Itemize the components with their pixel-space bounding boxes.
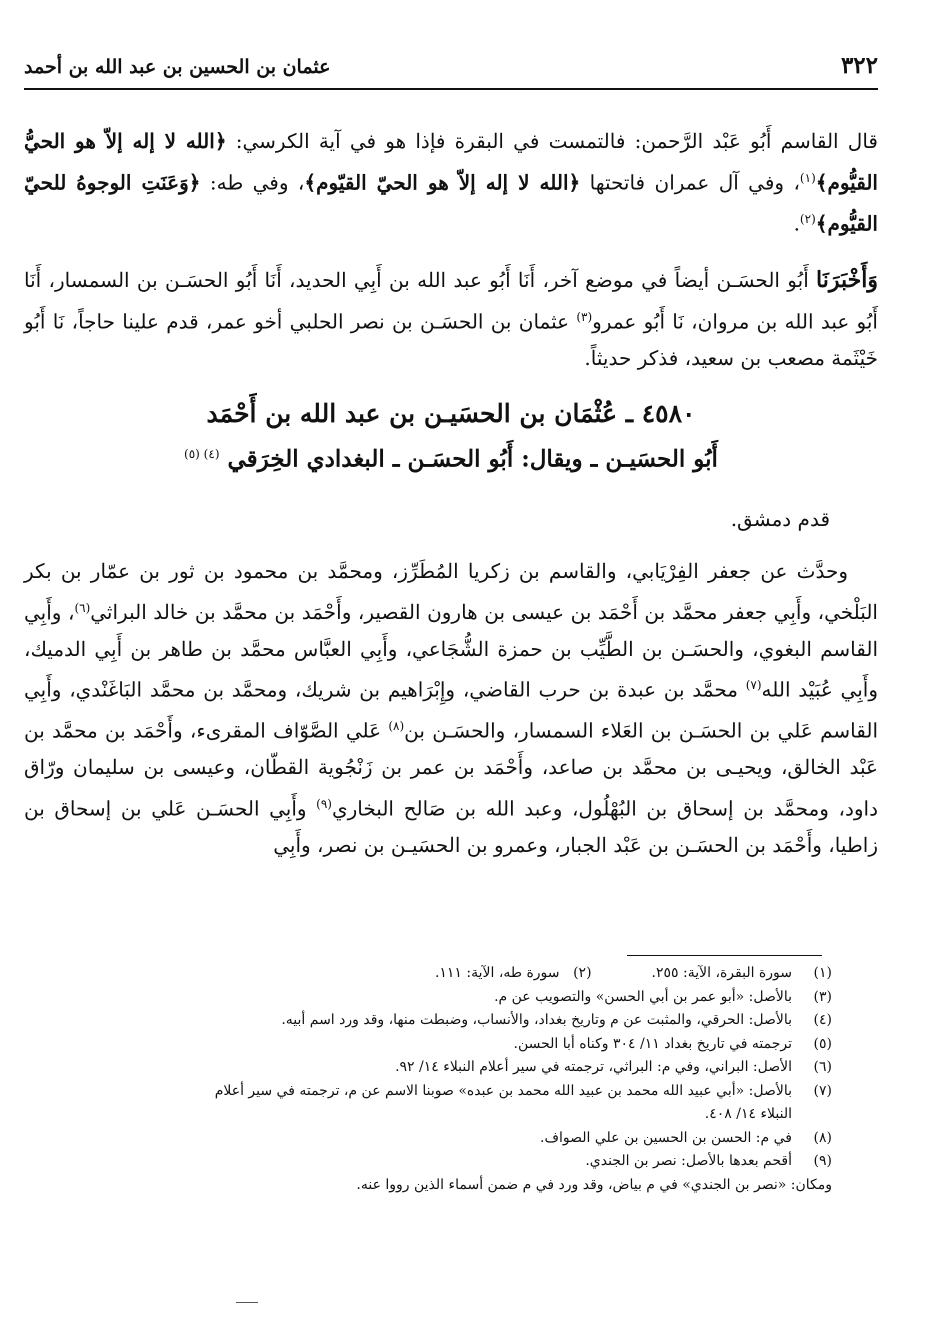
footnote-9-continuation: ومكان: «نصر بن الجندي» في م بياض، وقد ورد في م ضمن أسماء الذين رووا عنه. <box>356 1176 832 1193</box>
para3-text: قدم دمشق. <box>730 507 830 531</box>
footnote-ref-6[interactable]: (٦) <box>74 600 91 615</box>
para1-text3: ، وفي طه: <box>200 170 305 195</box>
para4-text3: محمَّد بن عبدة بن حرب القاضي، وإِبْرَاهيم بن شريك، ومحمَّد بن محمَّد البَاغَنْدي، وأَبِي القاسم عَلي بن الحسَـن بن العَلاء السمسار، والحسَـن بن <box>24 677 878 743</box>
footnote-2 <box>435 962 592 986</box>
footnote-ref-4-5[interactable]: (٤) (٥) <box>184 447 220 461</box>
header-title: عثمان بن الحسين بن عبد الله بن أحمد <box>24 56 331 78</box>
footnote-ref-1[interactable]: (١) <box>799 170 816 185</box>
para4-text4: عَلي الصَّوّاف المقرىء، وأَحْمَد بن محمَّد بن عَبْد الخالق، ويحيـى بن محمَّد بن صاعد، وأَحْمَد بن عمر بن زَنْجُوية القطّان، وعيسى بن سليمان ورّاق داود، ومحمَّد بن إسحاق بن البُهْلُول، وعبد الله بن صَالح البخاري <box>24 718 878 821</box>
footnote-ref-7[interactable]: (٧) <box>745 678 762 693</box>
footnote-text: بالأصل: «أبو عمر بن أبي الحسن» والتصويب عن م. <box>494 988 792 1005</box>
footnote-3 <box>24 986 832 1010</box>
footnote-text: أقحم بعدها بالأصل: نصر بن الجندي. <box>585 1153 792 1169</box>
running-header <box>24 52 878 90</box>
footnote-text: بالأصل: الحرقي، والمثبت عن م وتاريخ بغداد، والأنساب، وضبطت منها، وقد ورد اسم أبيه. <box>281 1012 792 1028</box>
paragraph-isnad <box>24 262 878 376</box>
footnote-6 <box>24 1056 832 1080</box>
footnote-ref-2[interactable]: (٢) <box>799 211 816 226</box>
footnote-ref-3[interactable]: (٣) <box>576 309 593 324</box>
para4-text5: وأَبِي الحسَـن عَلي بن إسحاق بن زاطيا، وأَحْمَد بن الحسَـن بن عَبْد الجبار، وعمرو بن الحسَيـن بن نصر، وأَبِي <box>24 796 878 858</box>
para4-text1: وحدَّث عن جعفر الفِرْيَابي، والقاسم بن زكريا المُطَرِّز، ومحمَّد بن محمود بن ثور بن عمّار بن بكر البَلْخي، وأَبِي جعفر محمَّد بن أَحْمَد بن عيسى بن هارون القصير، وأَحْمَد بن محمَّد بن خالد البراثي <box>24 559 878 625</box>
footnote-9 <box>24 1150 832 1174</box>
paragraph-arrival <box>24 501 878 538</box>
page-bottom-mark <box>236 1302 258 1303</box>
para1-text4: . <box>793 211 800 236</box>
footnote-number: (٧) <box>813 1082 832 1099</box>
quran-quote-2: ﴿الله لا إله إلاّ هو الحيّ القيّوم﴾ <box>304 170 581 195</box>
footnote-ref-9[interactable]: (٩) <box>316 796 332 811</box>
footnote-text: سورة طه، الآية: ١١١. <box>434 965 560 981</box>
footnote-7 <box>24 1080 832 1127</box>
biography-kunya: أَبُو الحسَيـن ـ ويقال: أَبُو الحسَـن ـ البغدادي الخِرَقي <box>227 445 718 473</box>
footnote-ref-8[interactable]: (٨) <box>388 719 405 734</box>
para2-text1: أَبُو الحسَـن أيضاً في موضع آخر، أَنَا أَبُو عبد الله بن أَبِي الحديد، أَنَا أَبُو الحسَـن بن السمسار، أَنَا أَبُو عبد الله بن مروان، نَا أَبُو عمرو <box>24 268 878 334</box>
footnote-text-continued: النبلاء ١٤/ ٤٠٨. <box>704 1106 792 1122</box>
footnote-1 <box>652 962 832 986</box>
para2-text2: عثمان بن الحسَـن بن نصر الحلبي أخو عمر، قدم علينا حاجاً، نَا أَبُو خَيْثَمة مصعب بن سعيد، فذكر حديثاً. <box>24 309 878 370</box>
footnote-number: (٨) <box>813 1129 832 1146</box>
footnote-text: في م: الحسن بن الحسين بن علي الصواف. <box>540 1129 792 1146</box>
biography-heading-line2 <box>24 435 878 479</box>
footnote-number: (٣) <box>813 988 832 1005</box>
para1-text2: ، وفي آل عمران فاتحتها <box>580 170 800 195</box>
page-number: ٣٢٢ <box>840 52 878 79</box>
footnote-number: (٤) <box>813 1012 832 1028</box>
footnote-text: ترجمته في تاريخ بغداد ١١/ ٣٠٤ وكناه أبا الحسن. <box>513 1035 792 1052</box>
footnote-4 <box>24 1009 832 1033</box>
quran-quote-3: ﴿وَعَنَتِ الوجوهُ للحيّ القيُّوم﴾ <box>24 170 878 236</box>
paragraph-quran-citation <box>24 123 878 242</box>
footnote-row-1-2 <box>24 962 832 986</box>
footnote-5 <box>24 1033 832 1057</box>
footnote-number: (٢) <box>573 965 592 981</box>
para2-lead-word: وَأَخْبَرَنَا <box>816 267 878 293</box>
biography-heading-line1: ٤٥٨٠ ـ عُثْمَان بن الحسَيـن بن عبد الله بن أَحْمَد <box>206 399 696 428</box>
para1-text1: قال القاسم أَبُو عَبْد الرَّحمن: فالتمست في البقرة فإذا هو في آية الكرسي: <box>226 129 878 153</box>
footnote-number: (٦) <box>813 1059 832 1075</box>
biography-heading <box>24 393 878 479</box>
footnote-number: (١) <box>813 965 832 981</box>
footnote-text: بالأصل: «أبي عبيد الله محمد بن عبيد الله محمد بن عبده» صوبنا الاسم عن م، ترجمته في سير أعلام <box>214 1082 792 1099</box>
footnote-number: (٩) <box>813 1153 832 1169</box>
quran-quote-1: ﴿الله لا إله إلاّ هو الحيُّ القيُّوم﴾ <box>24 129 878 195</box>
footnote-8 <box>24 1127 832 1151</box>
footnote-text: الأصل: البراني، وفي م: البراثي، ترجمته في سير أعلام النبلاء ١٤/ ٩٢. <box>395 1059 792 1075</box>
para4-text2: ، وأَبِي القاسم البغوي، والحسَـن بن الطَّيِّب بن حمزة الشُّجَاعي، وأَبِي العبَّاس محمَّد بن طاهر بن أَبِي الدميك، وأَبِي عُبَيْد الله <box>24 600 878 702</box>
footnote-text: سورة البقرة، الآية: ٢٥٥. <box>651 965 792 981</box>
footnote-divider <box>627 955 822 956</box>
footnote-number: (٥) <box>813 1035 832 1052</box>
footnotes-section <box>24 962 832 1197</box>
paragraph-teachers <box>24 553 878 864</box>
